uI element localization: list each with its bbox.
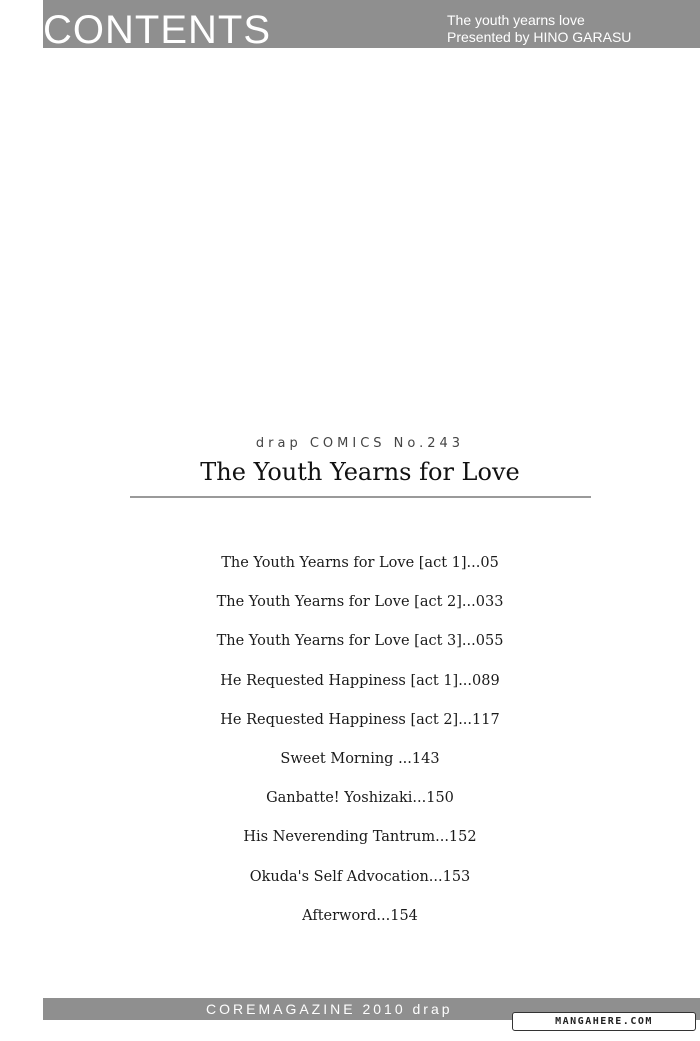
header-subtitle-line-2: Presented by HINO GARASU [447, 29, 632, 45]
title-divider [130, 496, 591, 498]
toc-entry: He Requested Happiness [act 1]...089 [220, 672, 500, 689]
book-title: The Youth Yearns for Love [200, 458, 520, 486]
toc-entry: The Youth Yearns for Love [act 2]...033 [216, 594, 504, 611]
toc-entry: The Youth Yearns for Love [act 1]...05 [221, 555, 499, 571]
toc-entry: Okuda's Self Advocation...153 [249, 868, 471, 885]
toc-entry: Sweet Morning ...143 [280, 750, 440, 767]
toc-entry: Ganbatte! Yoshizaki...150 [266, 790, 454, 807]
site-watermark: MANGAHERE.COM [512, 1012, 696, 1031]
contents-heading: CONTENTS [43, 8, 271, 52]
toc-entry: The Youth Yearns for Love [act 3]...055 [216, 633, 504, 650]
toc-entry: Afterword...154 [302, 907, 418, 924]
table-of-contents [130, 553, 590, 945]
toc-entry: His Neverending Tantrum...152 [243, 829, 477, 846]
series-label: drap COMICS No.243 [255, 436, 465, 451]
header-subtitle [447, 12, 631, 46]
publisher-footer: COREMAGAZINE 2010 drap [206, 1001, 453, 1017]
header-subtitle-line-1: The youth yearns love [447, 12, 585, 28]
toc-entry: He Requested Happiness [act 2]...117 [220, 711, 500, 728]
